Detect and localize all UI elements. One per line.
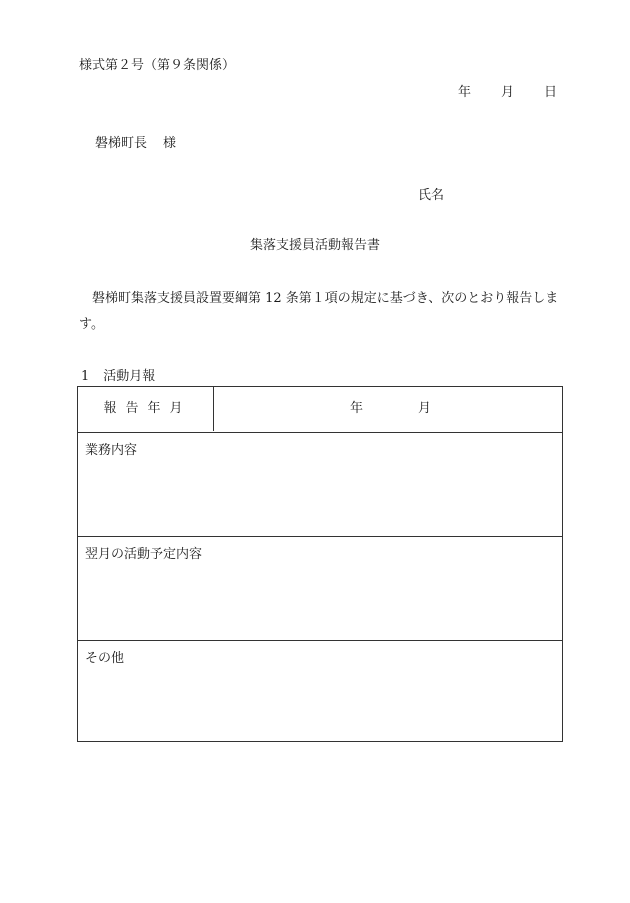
activity-report-table <box>77 386 563 742</box>
date-line <box>458 81 557 100</box>
next-month-plan-row[interactable] <box>78 536 562 640</box>
addressee <box>95 132 176 151</box>
report-period-value-cell[interactable] <box>214 387 562 431</box>
date-year-label: 年 <box>458 85 472 100</box>
section-number: 1 <box>81 369 90 384</box>
date-day-label: 日 <box>544 85 558 100</box>
report-period-year-label: 年 <box>350 401 364 416</box>
document-title: 集落支援員活動報告書 <box>249 238 380 253</box>
other-label: その他 <box>85 651 125 666</box>
report-period-row <box>78 387 562 432</box>
form-number: 様式第２号（第９条関係） <box>79 58 236 73</box>
other-row[interactable] <box>78 640 562 742</box>
section-title: 活動月報 <box>103 369 156 384</box>
applicant-name-label: 氏名 <box>418 188 445 203</box>
report-period-month-label: 月 <box>418 401 432 416</box>
report-period-label: 報告年月 <box>78 387 214 431</box>
next-month-plan-label: 翌月の活動予定内容 <box>85 547 203 562</box>
body-text: 磐梯町集落支援員設置要綱第 12 条第１項の規定に基づき、次のとおり報告します。 <box>79 291 559 332</box>
addressee-honorific: 様 <box>163 136 177 151</box>
addressee-name: 磐梯町長 <box>95 136 148 151</box>
business-content-row[interactable] <box>78 432 562 536</box>
business-content-label: 業務内容 <box>85 443 138 458</box>
section-heading <box>81 365 155 384</box>
date-month-label: 月 <box>501 85 515 100</box>
